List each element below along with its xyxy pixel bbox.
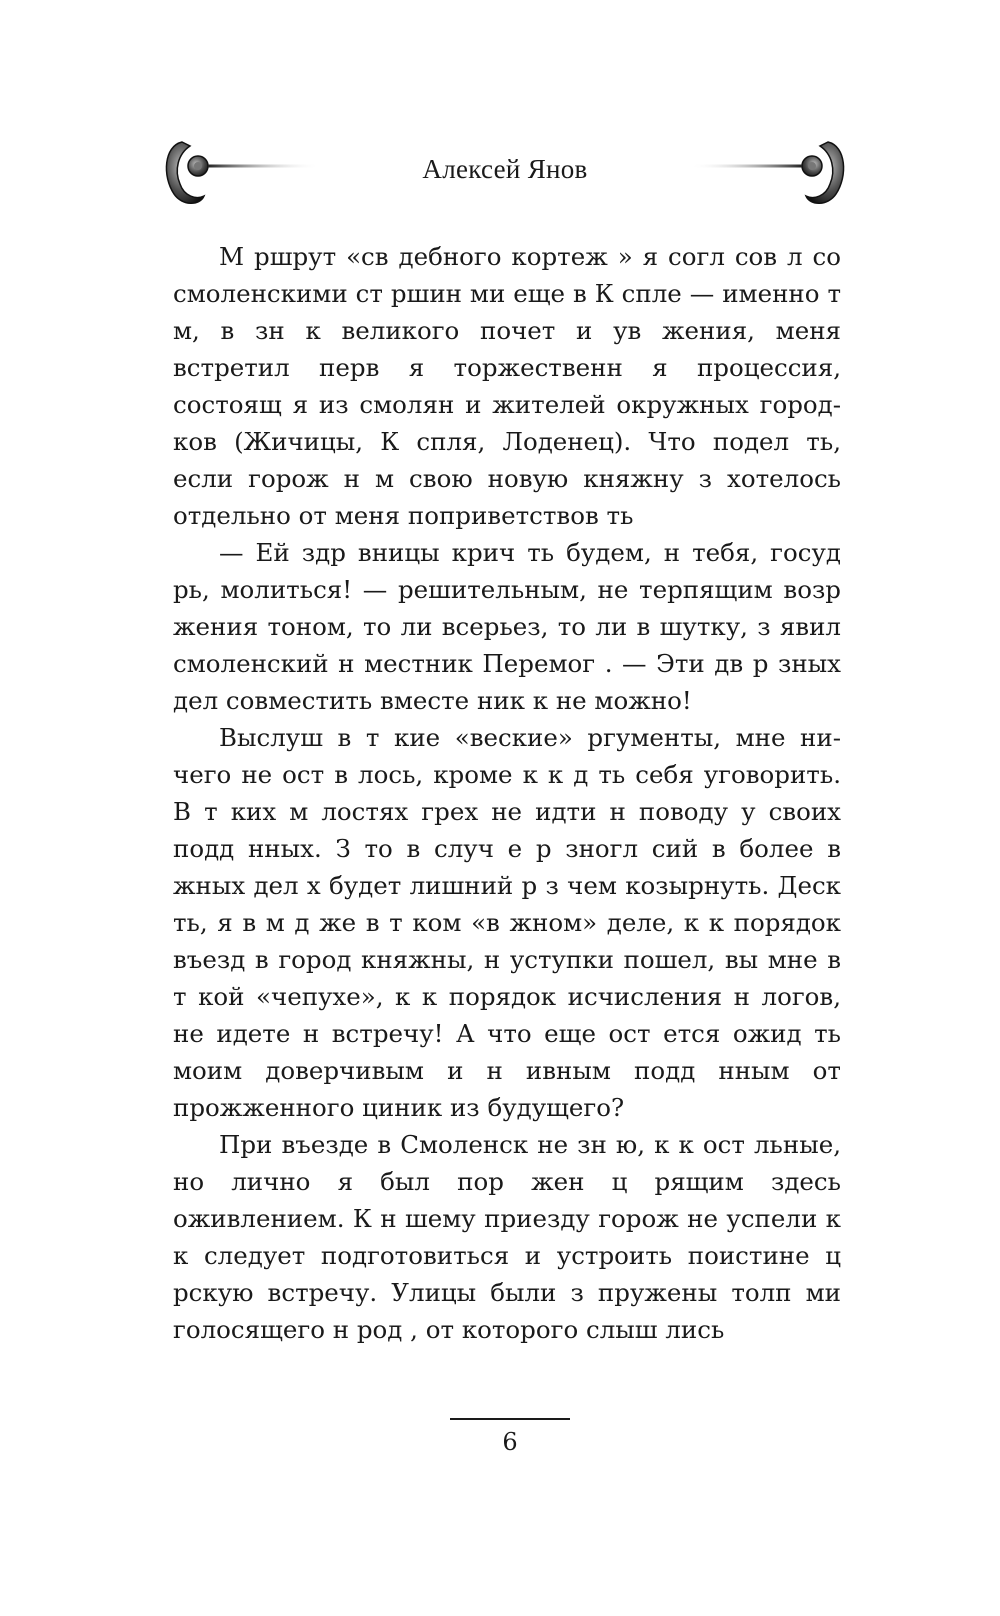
running-head: Алексей Янов <box>422 154 588 184</box>
footer-rule <box>450 1418 570 1420</box>
scroll-ornament-icon <box>690 136 850 208</box>
paragraph: М ршрут «св дебного кортеж » я согл сов л со смоленскими ст ршин ми еще в К спле — именно т м, в зн к великого почет и ув жения, меня встретил перв я торжественн я процессия, состоящ я из смолян и жителей окружных городков (Жичицы, К спля, Лоденец). Что подел ть, если горож н м свою новую княжну з хотелось отдельно от меня поприветствов ть <box>173 242 841 530</box>
paragraph: — Ей здр вницы крич ть будем, н тебя, госуд рь, молиться! — решительным, не терпящим возр жения тоном, то ли всерьез, то ли в шутку, з явил смоленский н местник Перемог . — Эти дв р зных дел совместить вместе ник к не можно! <box>173 538 841 715</box>
paragraph: Выслуш в т кие «веские» ргументы, мне ничего не ост в лось, кроме к к д ть себя уговорить. В т ких м лостях грех не идти н поводу у своих подд нных. З то в случ е р зногл сий в более в жных дел х будет лишний р з чем козырнуть. Деск ть, я в м д же в т ком «в жном» деле, к к порядок въезд в город княжны, н уступки пошел, вы мне в т кой «чепухе», к к порядок исчисления н логов, не идете н встречу! А что еще ост ется ожид ть моим доверчивым и н ивным подд нным от прожженного циник из будущего? <box>173 723 841 1122</box>
page-header <box>160 130 850 210</box>
page-number: 6 <box>502 1428 518 1456</box>
paragraph: При въезде в Смоленск не зн ю, к к ост льные, но лично я был пор жен ц рящим здесь оживлением. К н шему приезду горож не успели к к следует подготовиться и устроить поистине ц рскую встречу. Улицы были з пружены толп ми голосящего н род , от которого слыш лись <box>173 1130 841 1344</box>
body-text <box>173 238 841 1348</box>
